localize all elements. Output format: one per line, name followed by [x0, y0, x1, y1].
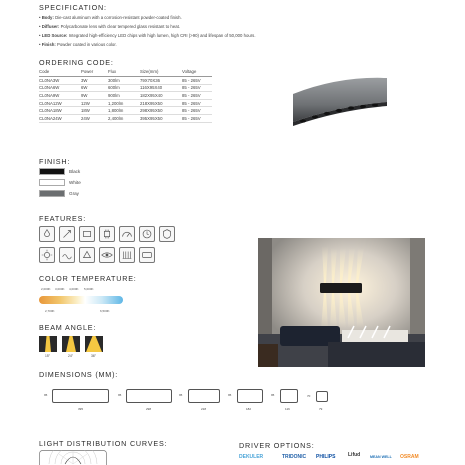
dimension-height-6w: 95 — [271, 393, 275, 397]
dimension-drawing-3w — [316, 391, 328, 402]
ct-label-4000k: 4,000K — [69, 287, 79, 291]
cell-flux: 2,400lm — [108, 114, 140, 122]
ct-label-2000k: 2,000K — [41, 287, 51, 291]
dimmable-icon — [39, 247, 55, 263]
ct-label-3000k: 3,000K — [55, 287, 65, 291]
warranty-icon — [159, 226, 175, 242]
cell-power: 9W — [81, 92, 108, 100]
cell-flux: 300lm — [108, 77, 140, 85]
driver-logo-lifud: Lifud — [348, 452, 361, 458]
cell-voltage: 85 - 265V — [182, 77, 212, 85]
driver-options-title: DRIVER OPTIONS: — [239, 441, 315, 450]
cell-code: CL0NA12W — [39, 99, 81, 107]
cell-code: CL0NA9W — [39, 92, 81, 100]
cell-power: 12W — [81, 99, 108, 107]
beam-label-24: 24° — [68, 354, 73, 358]
finish-label-gray: Gray — [69, 191, 79, 196]
ct-label-5000k: 5,000K — [84, 287, 94, 291]
header-size: Size(mm) — [140, 68, 182, 77]
color-temperature-bar — [39, 296, 123, 304]
dimension-height-9w: 95 — [228, 393, 232, 397]
light-distribution-title: LIGHT DISTRIBUTION CURVES: — [39, 439, 168, 448]
cell-flux: 900lm — [108, 92, 140, 100]
cell-size: 116X95X40 — [140, 84, 182, 92]
cell-code: CL0NA24W — [39, 114, 81, 122]
spec-diffuser: • Diffuser: Polycarbonate lens with clear tempered glass resistant to heat. — [39, 24, 180, 29]
cell-flux: 600lm — [108, 84, 140, 92]
cell-power: 18W — [81, 107, 108, 115]
dimension-width-24w: 395 — [78, 407, 84, 411]
cell-size: 298X95X50 — [140, 107, 182, 115]
ct-label-2700k: 2,700K — [45, 309, 55, 313]
finish-swatch-black — [39, 168, 65, 175]
light-distribution-chart — [39, 450, 107, 465]
heat-sink-icon — [119, 247, 135, 263]
cell-power: 3W — [81, 77, 108, 85]
dimension-drawing-6w — [280, 389, 298, 403]
cell-voltage: 85 - 265V — [182, 92, 212, 100]
driver-logo-tridonic: TRIDONIC — [282, 454, 307, 460]
beam-24-icon — [62, 336, 80, 352]
finish-swatch-gray — [39, 190, 65, 197]
chip-icon — [99, 226, 115, 242]
cell-voltage: 85 - 265V — [182, 84, 212, 92]
finish-label-black: Black — [69, 169, 81, 174]
dimension-height-12w: 95 — [179, 393, 183, 397]
header-voltage: Voltage — [182, 68, 212, 77]
header-flux: Flux — [108, 68, 140, 77]
driver-icon — [139, 247, 155, 263]
finish-swatch-white — [39, 179, 65, 186]
header-code: Code — [39, 68, 81, 77]
driver-logo-meanwell: MEAN WELL — [370, 455, 392, 459]
cell-flux: 1,200lm — [108, 99, 140, 107]
table-row — [39, 77, 212, 85]
beam-label-36: 36° — [91, 354, 96, 358]
impact-icon — [59, 226, 75, 242]
beam-15-icon — [39, 336, 57, 352]
cell-power: 6W — [81, 84, 108, 92]
cell-size: 79X70X36 — [140, 77, 182, 85]
driver-logo-dekuler: DEKULER — [239, 454, 264, 460]
room-photo — [258, 238, 425, 367]
table-row — [39, 107, 212, 115]
dimension-width-6w: 116 — [285, 407, 290, 411]
spec-body: • Body: Die-cast aluminum with a corrosion-resistant powder-coated finish. — [39, 15, 182, 20]
table-row — [39, 84, 212, 92]
finish-title: FINISH: — [39, 157, 71, 166]
cell-flux: 1,800lm — [108, 107, 140, 115]
cell-code: CL0NA18W — [39, 107, 81, 115]
spec-finish: • Finish: Powder coated in various color. — [39, 42, 117, 47]
dimension-width-9w: 182 — [246, 407, 252, 411]
cell-voltage: 85 - 265V — [182, 114, 212, 122]
cell-power: 24W — [81, 114, 108, 122]
dimension-drawing-18w — [126, 389, 172, 403]
clock-icon — [139, 226, 155, 242]
dimension-width-18w: 298 — [146, 407, 152, 411]
dimension-height-3w: 70 — [307, 394, 311, 398]
table-row — [39, 114, 212, 122]
dimensions-title: DIMENSIONS (MM): — [39, 370, 119, 379]
dimension-height-24w: 95 — [44, 393, 48, 397]
features-title: FEATURES: — [39, 214, 87, 223]
eye-icon — [99, 247, 115, 263]
ordering-table — [39, 68, 212, 123]
table-row — [39, 99, 212, 107]
cell-size: 218X95X50 — [140, 99, 182, 107]
ip-rating-icon — [39, 226, 55, 242]
flicker-free-icon — [59, 247, 75, 263]
beam-angle-title: BEAM ANGLE: — [39, 323, 97, 332]
cell-voltage: 85 - 265V — [182, 107, 212, 115]
ordering-title: ORDERING CODE: — [39, 58, 114, 67]
beam-label-15: 15° — [45, 354, 50, 358]
glare-icon — [79, 247, 95, 263]
table-row — [39, 92, 212, 100]
color-temperature-title: COLOR TEMPERATURE: — [39, 274, 137, 283]
dimension-width-3w: 79 — [319, 407, 323, 411]
cell-code: CL0NA6W — [39, 84, 81, 92]
ordering-header-row — [39, 68, 212, 77]
cell-code: CL0NA3W — [39, 77, 81, 85]
rohs-icon — [79, 226, 95, 242]
dimension-drawing-9w — [237, 389, 263, 403]
dimension-height-18w: 95 — [118, 393, 122, 397]
driver-logo-osram: OSRAM — [400, 454, 419, 460]
gauge-icon — [119, 226, 135, 242]
cell-voltage: 85 - 265V — [182, 99, 212, 107]
ct-label-6500k: 6,500K — [100, 309, 110, 313]
finish-label-white: White — [69, 180, 81, 185]
product-image — [287, 72, 392, 130]
cell-size: 182X95X40 — [140, 92, 182, 100]
dimension-width-12w: 218 — [201, 407, 207, 411]
beam-36-icon — [85, 336, 103, 352]
dimension-drawing-12w — [188, 389, 220, 403]
driver-logo-philips: PHILIPS — [316, 454, 336, 460]
header-power: Power — [81, 68, 108, 77]
cell-size: 395X95X50 — [140, 114, 182, 122]
dimension-drawing-24w — [52, 389, 109, 403]
specification-title: SPECIFICATION: — [39, 3, 107, 12]
spec-led-source: • LED Source: Integrated high-efficiency LED chips with high lumen, high CRI (>90) and lifespan of 50,000 hours. — [39, 33, 256, 38]
